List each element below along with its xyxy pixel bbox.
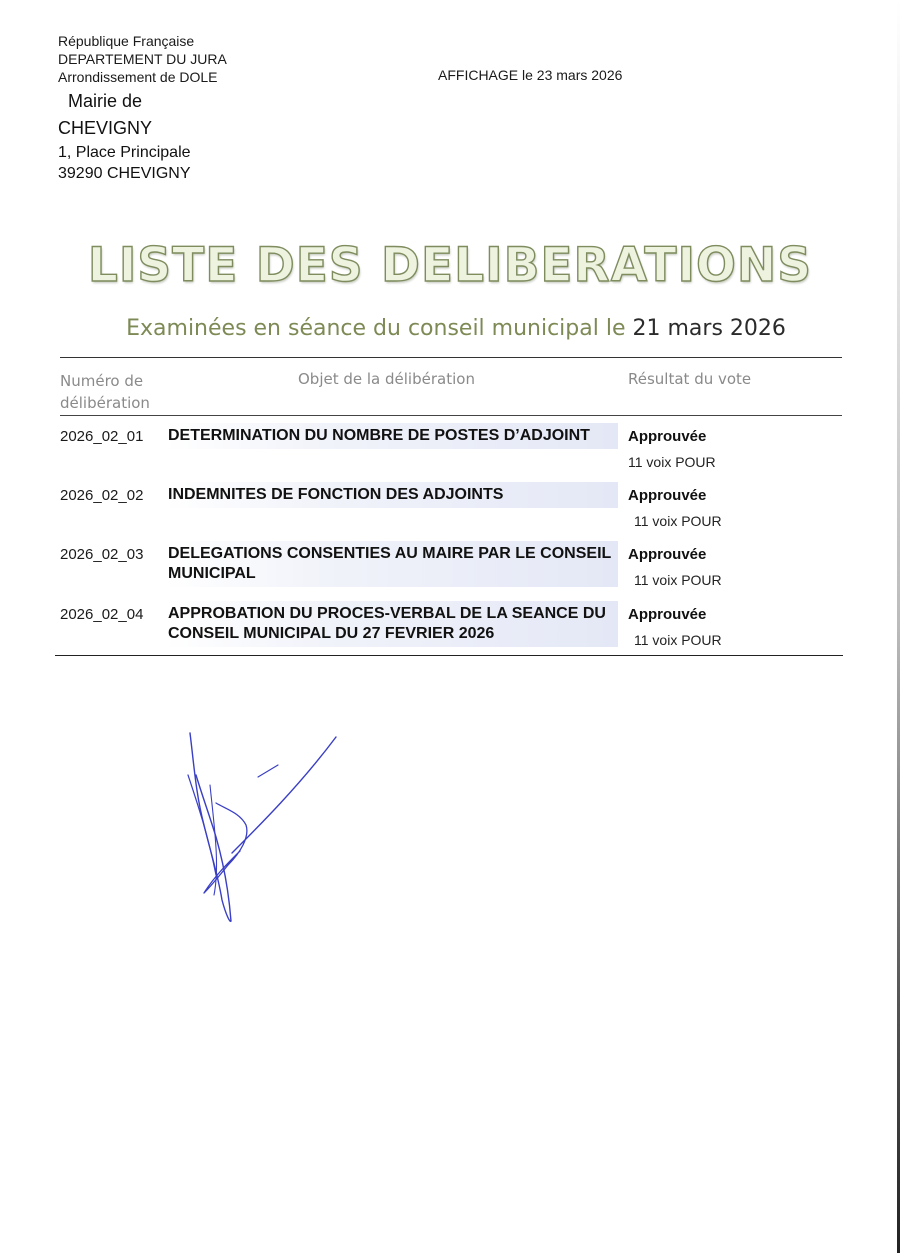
sender-header [58, 32, 227, 184]
deliberation-number: 2026_02_01 [60, 428, 144, 445]
document-title: LISTE DES DELIBERATIONS [87, 238, 813, 293]
vote-result: Approuvée [628, 546, 707, 563]
deliberation-number: 2026_02_03 [60, 546, 144, 563]
column-header-resultat: Résultat du vote [628, 370, 752, 388]
table-top-rule [60, 357, 842, 358]
mairie-label: Mairie de [68, 91, 143, 111]
signature-icon [180, 725, 350, 935]
vote-count: 11 voix POUR [634, 632, 722, 648]
table-bottom-rule [55, 655, 843, 656]
address-street: 1, Place Principale [58, 144, 191, 161]
session-subtitle [0, 316, 900, 341]
address-city: 39290 CHEVIGNY [58, 165, 191, 182]
deliberation-number: 2026_02_02 [60, 487, 144, 504]
vote-result: Approuvée [628, 606, 707, 623]
vote-result: Approuvée [628, 428, 707, 445]
deliberation-number: 2026_02_04 [60, 606, 144, 623]
departement-label: DEPARTEMENT DU JURA [58, 51, 227, 67]
table-row [0, 546, 900, 602]
deliberation-subject: INDEMNITES DE FONCTION DES ADJOINTS [166, 482, 618, 508]
column-header-objet: Objet de la délibération [298, 370, 475, 388]
table-row [0, 487, 900, 543]
table-header-rule [60, 415, 842, 416]
republique-label: République Française [58, 33, 195, 49]
vote-count: 11 voix POUR [634, 572, 722, 588]
deliberation-subject: APPROBATION DU PROCES-VERBAL DE LA SEANCE DU CONSEIL MUNICIPAL DU 27 FEVRIER 2026 [166, 601, 618, 647]
vote-result: Approuvée [628, 487, 707, 504]
session-subtitle-prefix: Examinées en séance du conseil municipal le [126, 316, 633, 341]
deliberation-subject: DETERMINATION DU NOMBRE DE POSTES D’ADJOINT [166, 423, 618, 449]
session-date: 21 mars 2026 [632, 316, 786, 341]
vote-count: 11 voix POUR [634, 513, 722, 529]
table-row [0, 428, 900, 484]
deliberation-subject: DELEGATIONS CONSENTIES AU MAIRE PAR LE CONSEIL MUNICIPAL [166, 541, 618, 587]
arrondissement-label: Arrondissement de DOLE [58, 69, 218, 85]
commune-name: CHEVIGNY [58, 118, 153, 138]
column-header-numero: Numéro de délibération [60, 372, 150, 412]
table-row [0, 606, 900, 662]
posting-date: AFFICHAGE le 23 mars 2026 [438, 67, 623, 83]
vote-count: 11 voix POUR [628, 454, 716, 470]
